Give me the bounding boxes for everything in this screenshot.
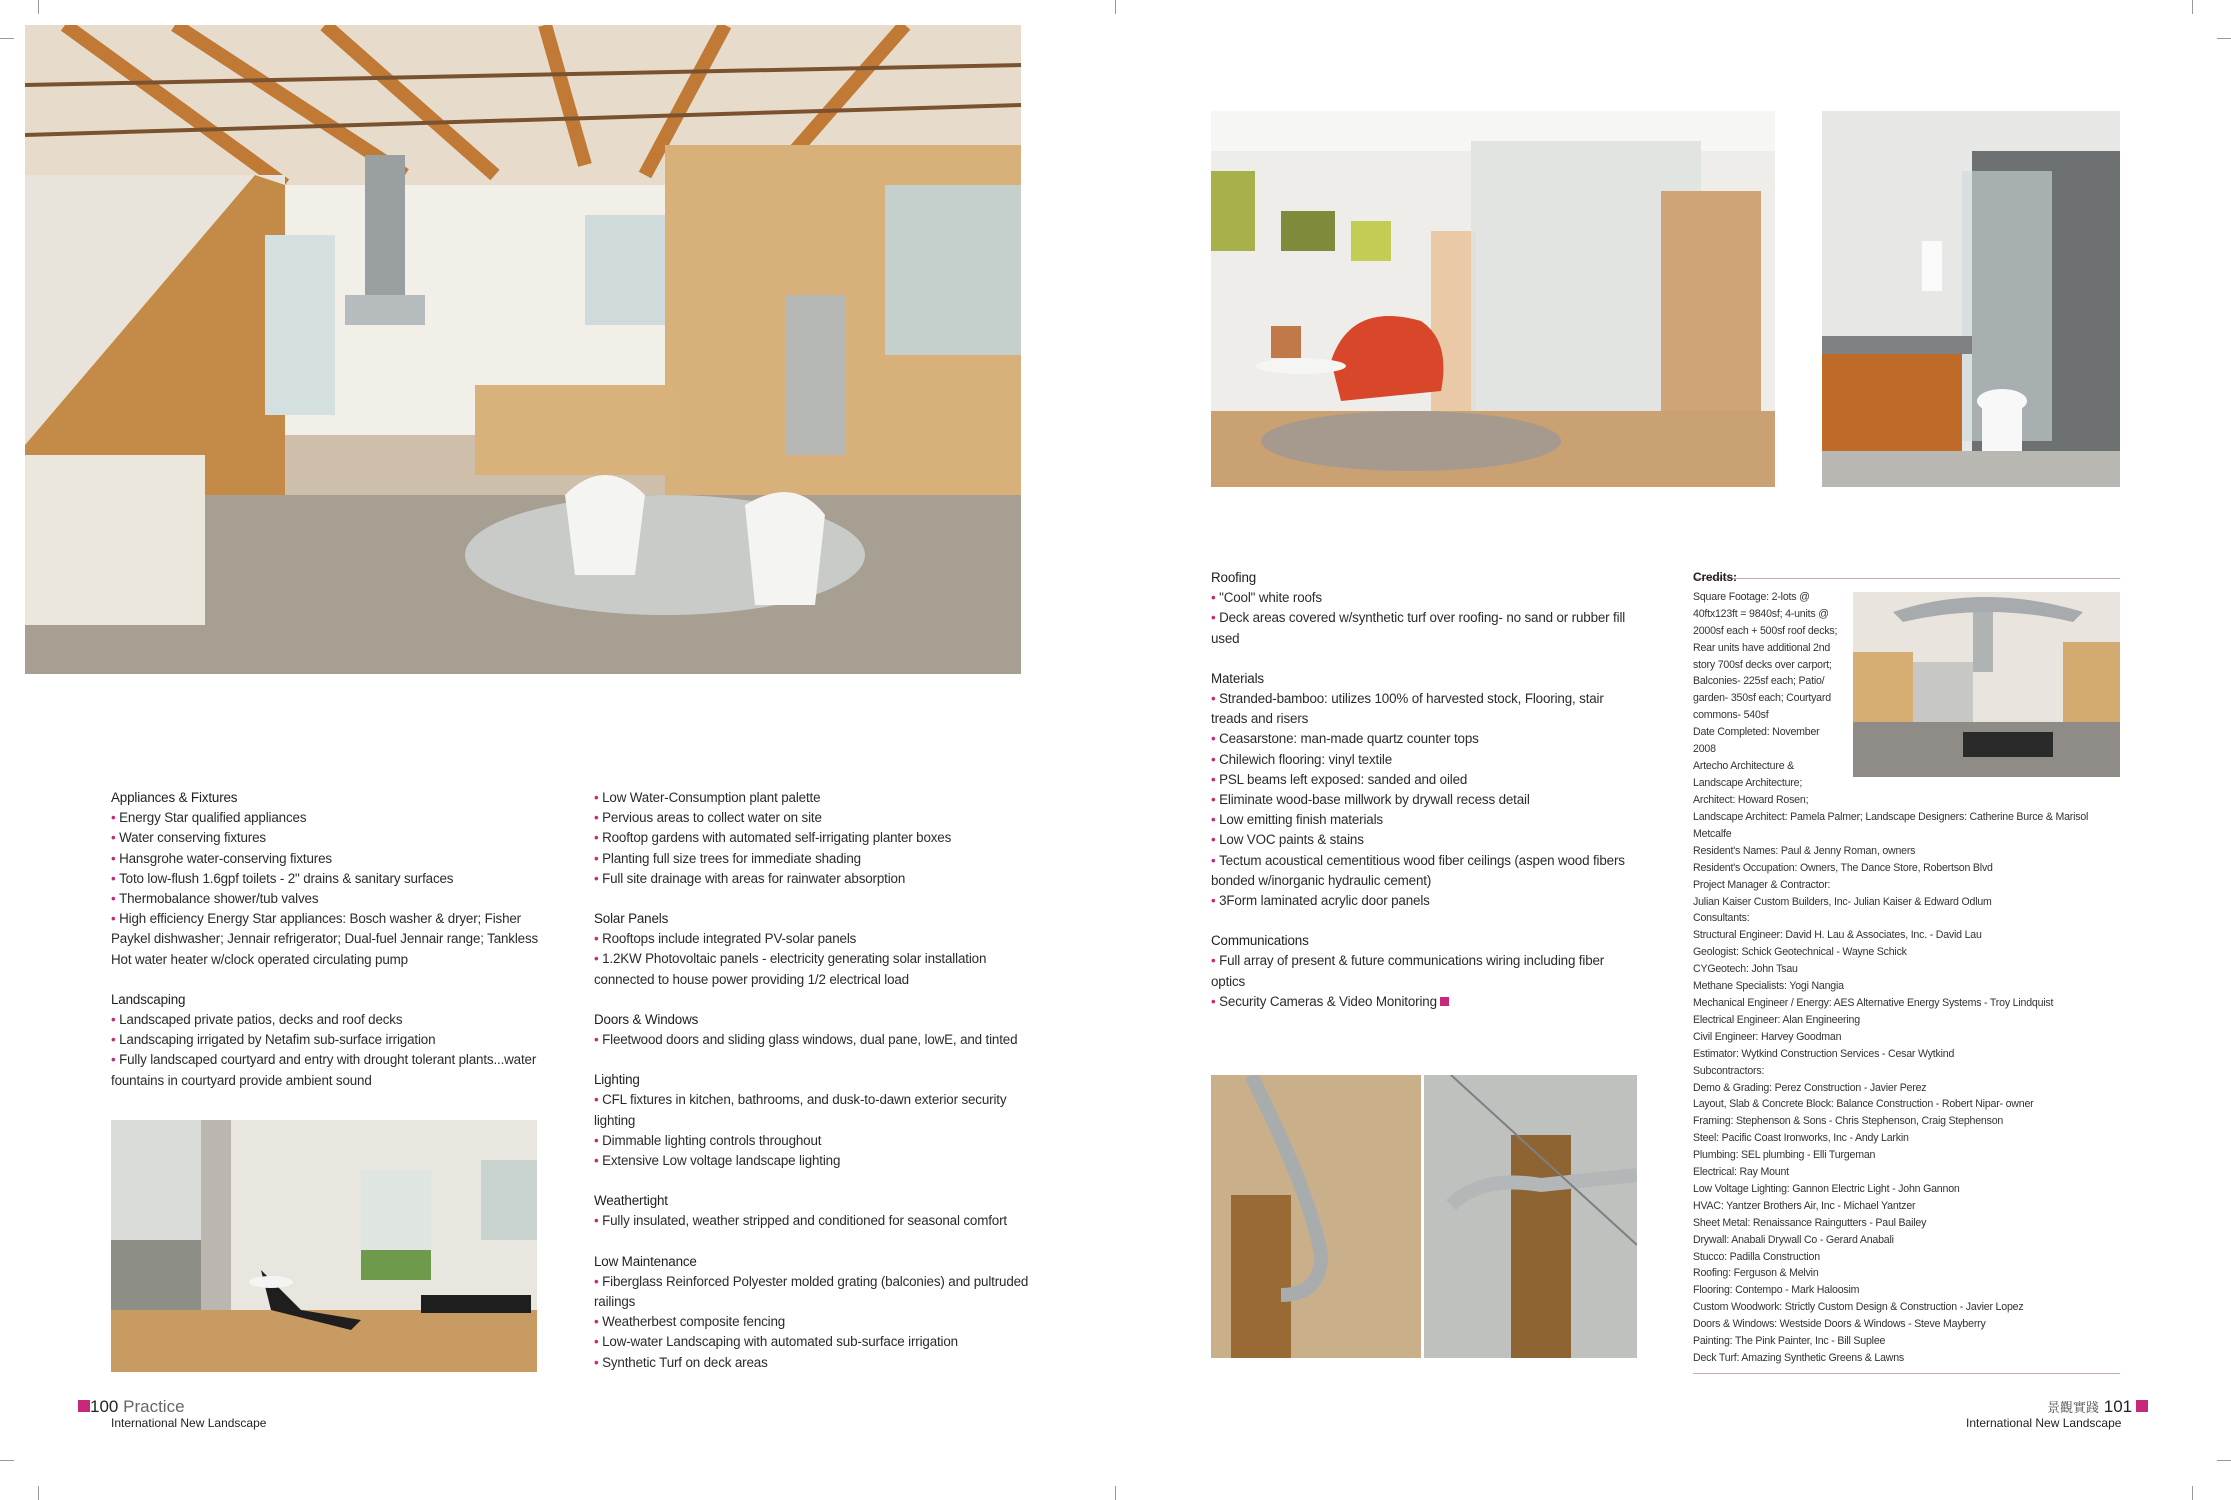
list-item: • Fleetwood doors and sliding glass windows, dual pane, lowE, and tinted bbox=[594, 1030, 1034, 1050]
list-item: • Synthetic Turf on deck areas bbox=[594, 1353, 1034, 1373]
credits-title: Credits: bbox=[1693, 570, 1737, 584]
credit-line: Drywall: Anabali Drywall Co - Gerard Anabali bbox=[1693, 1233, 1894, 1246]
list-item: • Stranded-bamboo: utilizes 100% of harvested stock, Flooring, stair treads and risers bbox=[1211, 689, 1641, 729]
list-item: • Rooftop gardens with automated self-irrigating planter boxes bbox=[594, 828, 1034, 848]
text-column-1 bbox=[111, 788, 551, 1111]
credit-line: Demo & Grading: Perez Construction - Javier Perez bbox=[1693, 1081, 1927, 1094]
credit-line: Rear units have additional 2nd bbox=[1693, 641, 1831, 654]
credit-line: Electrical: Ray Mount bbox=[1693, 1166, 1789, 1179]
credit-line: Deck Turf: Amazing Synthetic Greens & Lawns bbox=[1693, 1352, 1905, 1364]
list-item: • Fully landscaped courtyard and entry with drought tolerant plants...water fountains in courtyard provide ambient sound bbox=[111, 1050, 551, 1090]
section-heading: Lighting bbox=[594, 1072, 640, 1088]
section-weathertight bbox=[594, 1191, 1034, 1231]
accent-square bbox=[2136, 1400, 2148, 1412]
handrail-photo bbox=[1211, 1075, 1637, 1358]
credit-line: Subcontractors: bbox=[1693, 1064, 1765, 1077]
section-heading: Low Maintenance bbox=[594, 1253, 697, 1269]
list-item: • Tectum acoustical cementitious wood fiber ceilings (aspen wood fibers bonded w/inorganic hydraulic cement) bbox=[1211, 851, 1641, 891]
crop-mark bbox=[2192, 0, 2193, 14]
credit-line: Framing: Stephenson & Sons - Chris Stephenson, Craig Stephenson bbox=[1693, 1115, 2004, 1128]
credit-line: Methane Specialists: Yogi Nangia bbox=[1693, 980, 1844, 993]
credit-line: Balconies- 225sf each; Patio/ bbox=[1693, 675, 1825, 688]
list-item: • Low emitting finish materials bbox=[1211, 810, 1641, 830]
kitchen-range-photo bbox=[1853, 592, 2120, 777]
credit-line: HVAC: Yantzer Brothers Air, Inc - Michael Yantzer bbox=[1693, 1199, 1916, 1212]
credit-line: Project Manager & Contractor: bbox=[1693, 878, 1831, 891]
credit-line: Artecho Architecture & bbox=[1693, 759, 1794, 772]
crop-mark bbox=[0, 38, 14, 39]
publication-name-left: International New Landscape bbox=[111, 1416, 267, 1430]
section-roofing bbox=[1211, 568, 1641, 649]
credit-line: Painting: The Pink Painter, Inc - Bill Suplee bbox=[1693, 1335, 1886, 1348]
list-item: • Deck areas covered w/synthetic turf over roofing- no sand or rubber fill used bbox=[1211, 608, 1641, 648]
section-heading: Communications bbox=[1211, 933, 1309, 949]
text-column-3 bbox=[1211, 568, 1641, 1032]
section-solar bbox=[594, 909, 1034, 990]
list-item: • Full array of present & future communications wiring including fiber optics bbox=[1211, 951, 1641, 991]
section-landscaping bbox=[111, 990, 551, 1091]
credit-line: Doors & Windows: Westside Doors & Windows - Steve Mayberry bbox=[1693, 1318, 1986, 1331]
crop-mark bbox=[0, 1460, 14, 1461]
list-item: • Landscaping irrigated by Netafim sub-surface irrigation bbox=[111, 1030, 551, 1050]
credit-line: Sheet Metal: Renaissance Raingutters - Paul Bailey bbox=[1693, 1216, 1927, 1229]
page-number: 100 bbox=[90, 1397, 119, 1416]
section-label: Practice bbox=[123, 1397, 185, 1416]
accent-square bbox=[78, 1400, 90, 1412]
list-item: • Low VOC paints & stains bbox=[1211, 830, 1641, 850]
list-item: • Extensive Low voltage landscape lighting bbox=[594, 1151, 1034, 1171]
text-column-2 bbox=[594, 788, 1034, 1393]
page-number: 101 bbox=[2103, 1397, 2133, 1416]
credit-line: Metcalfe bbox=[1693, 827, 1732, 840]
section-materials bbox=[1211, 669, 1641, 911]
credit-line: Resident's Occupation: Owners, The Dance Store, Robertson Blvd bbox=[1693, 861, 1993, 874]
list-item: • Toto low-flush 1.6gpf toilets - 2" drains & sanitary surfaces bbox=[111, 869, 551, 889]
publication-name-right: International New Landscape bbox=[1966, 1416, 2122, 1430]
list-item: • Dimmable lighting controls throughout bbox=[594, 1131, 1034, 1151]
list-item: • Water conserving fixtures bbox=[111, 828, 551, 848]
list-item: • Rooftops include integrated PV-solar panels bbox=[594, 929, 1034, 949]
credit-line: Civil Engineer: Harvey Goodman bbox=[1693, 1030, 1842, 1043]
credit-line: Resident's Names: Paul & Jenny Roman, owners bbox=[1693, 844, 1916, 857]
list-item: • Fiberglass Reinforced Polyester molded grating (balconies) and pultruded railings bbox=[594, 1272, 1034, 1312]
list-item: • Fully insulated, weather stripped and conditioned for seasonal comfort bbox=[594, 1211, 1034, 1231]
kitchen-photo bbox=[25, 25, 1021, 674]
credit-line: story 700sf decks over carport; bbox=[1693, 658, 1832, 671]
list-item: • CFL fixtures in kitchen, bathrooms, and dusk-to-dawn exterior security lighting bbox=[594, 1090, 1034, 1130]
credit-line: 2008 bbox=[1693, 743, 1716, 756]
section-plants bbox=[594, 788, 1034, 889]
list-item: • Low Water-Consumption plant palette bbox=[594, 788, 1034, 808]
section-communications bbox=[1211, 931, 1641, 1012]
section-low-maintenance bbox=[594, 1252, 1034, 1373]
crop-mark bbox=[38, 1486, 39, 1500]
credit-line: Landscape Architecture; bbox=[1693, 776, 1803, 789]
credit-line: CYGeotech: John Tsau bbox=[1693, 963, 1798, 976]
list-item: • Ceasarstone: man-made quartz counter tops bbox=[1211, 729, 1641, 749]
list-item: • Landscaped private patios, decks and roof decks bbox=[111, 1010, 551, 1030]
credit-line: Geologist: Schick Geotechnical - Wayne Schick bbox=[1693, 946, 1907, 959]
list-item: • Energy Star qualified appliances bbox=[111, 808, 551, 828]
credit-line: garden- 350sf each; Courtyard bbox=[1693, 692, 1831, 705]
section-heading: Solar Panels bbox=[594, 911, 669, 927]
section-heading: Roofing bbox=[1211, 570, 1257, 585]
section-heading: Weathertight bbox=[594, 1193, 668, 1209]
credit-line: Date Completed: November bbox=[1693, 726, 1820, 739]
list-item: • Eliminate wood-base millwork by drywall recess detail bbox=[1211, 790, 1641, 810]
credit-line: Electrical Engineer: Alan Engineering bbox=[1693, 1013, 1860, 1026]
credit-line: Mechanical Engineer / Energy: AES Alternative Energy Systems - Troy Lindquist bbox=[1693, 996, 2054, 1009]
living-room-photo bbox=[1211, 111, 1775, 487]
credit-line: Roofing: Ferguson & Melvin bbox=[1693, 1267, 1819, 1280]
list-item: • Thermobalance shower/tub valves bbox=[111, 889, 551, 909]
credit-line: Estimator: Wytkind Construction Services - Cesar Wytkind bbox=[1693, 1047, 1955, 1060]
list-item: • High efficiency Energy Star appliances: Bosch washer & dryer; Fisher Paykel dishwasher; Jennair refrigerator; Dual-fuel Jennair range; Tankless Hot water heater w/clock operated circulating pump bbox=[111, 909, 551, 970]
list-item: • Hansgrohe water-conserving fixtures bbox=[111, 849, 551, 869]
credit-line: 2000sf each + 500sf roof decks; bbox=[1693, 624, 1838, 637]
section-appliances bbox=[111, 788, 551, 970]
section-heading: Landscaping bbox=[111, 991, 186, 1007]
crop-mark bbox=[38, 0, 39, 14]
credit-line: commons- 540sf bbox=[1693, 709, 1769, 722]
credit-line: Structural Engineer: David H. Lau & Associates, Inc. - David Lau bbox=[1693, 929, 1982, 942]
page-number-left bbox=[78, 1397, 185, 1417]
section-heading: Materials bbox=[1211, 670, 1264, 686]
section-doors-windows bbox=[594, 1010, 1034, 1050]
list-item bbox=[1211, 992, 1641, 1012]
credits-narrow bbox=[1693, 569, 1845, 809]
end-mark-icon bbox=[1440, 997, 1449, 1006]
credit-line: Plumbing: SEL plumbing - Elli Turgeman bbox=[1693, 1149, 1876, 1162]
list-item: • Pervious areas to collect water on site bbox=[594, 808, 1034, 828]
crop-mark bbox=[1115, 1486, 1116, 1500]
page-number-right bbox=[2047, 1397, 2148, 1417]
section-label-cn: 景觀實踐 bbox=[2047, 1401, 2100, 1416]
credit-line: Stucco: Padilla Construction bbox=[1693, 1250, 1820, 1263]
list-item-text: Security Cameras & Video Monitoring bbox=[1219, 993, 1437, 1009]
list-item: • Full site drainage with areas for rainwater absorption bbox=[594, 869, 1034, 889]
credit-line: Flooring: Contempo - Mark Haloosim bbox=[1693, 1284, 1860, 1297]
list-item: • Chilewich flooring: vinyl textile bbox=[1211, 750, 1641, 770]
list-item: • 1.2KW Photovoltaic panels - electricity generating solar installation connected to house power providing 1/2 electrical load bbox=[594, 949, 1034, 989]
lounge-photo bbox=[111, 1120, 537, 1372]
credit-line: Layout, Slab & Concrete Block: Balance Construction - Robert Nipar- owner bbox=[1693, 1098, 2034, 1111]
crop-mark bbox=[2217, 1460, 2231, 1461]
credit-line: Landscape Architect: Pamela Palmer; Landscape Designers: Catherine Burce & Marisol bbox=[1693, 811, 2089, 823]
section-heading: Appliances & Fixtures bbox=[111, 790, 238, 805]
list-item: • 3Form laminated acrylic door panels bbox=[1211, 891, 1641, 911]
credit-line: Architect: Howard Rosen; bbox=[1693, 793, 1809, 806]
bathroom-photo bbox=[1822, 111, 2120, 487]
credit-line: Steel: Pacific Coast Ironworks, Inc - Andy Larkin bbox=[1693, 1132, 1909, 1145]
list-item: • Weatherbest composite fencing bbox=[594, 1312, 1034, 1332]
list-item: • "Cool" white roofs bbox=[1211, 588, 1641, 608]
list-item: • PSL beams left exposed: sanded and oiled bbox=[1211, 770, 1641, 790]
credit-line: Custom Woodwork: Strictly Custom Design & Construction - Javier Lopez bbox=[1693, 1301, 2024, 1314]
credit-line: Square Footage: 2-lots @ bbox=[1693, 590, 1810, 603]
crop-mark bbox=[1115, 0, 1116, 14]
credit-line: Julian Kaiser Custom Builders, Inc- Julian Kaiser & Edward Odlum bbox=[1693, 895, 1992, 908]
crop-mark bbox=[2192, 1486, 2193, 1500]
crop-mark bbox=[2217, 38, 2231, 39]
credit-line: Low Voltage Lighting: Gannon Electric Light - John Gannon bbox=[1693, 1182, 1960, 1195]
credits-bottom-rule bbox=[1693, 1373, 2120, 1374]
credit-line: 40ftx123ft = 9840sf; 4-units @ bbox=[1693, 607, 1829, 620]
section-lighting bbox=[594, 1070, 1034, 1171]
section-heading: Doors & Windows bbox=[594, 1011, 699, 1027]
credits-wide bbox=[1693, 809, 2123, 1367]
list-item: • Low-water Landscaping with automated sub-surface irrigation bbox=[594, 1332, 1034, 1352]
credit-line: Consultants: bbox=[1693, 912, 1750, 925]
list-item: • Planting full size trees for immediate shading bbox=[594, 849, 1034, 869]
